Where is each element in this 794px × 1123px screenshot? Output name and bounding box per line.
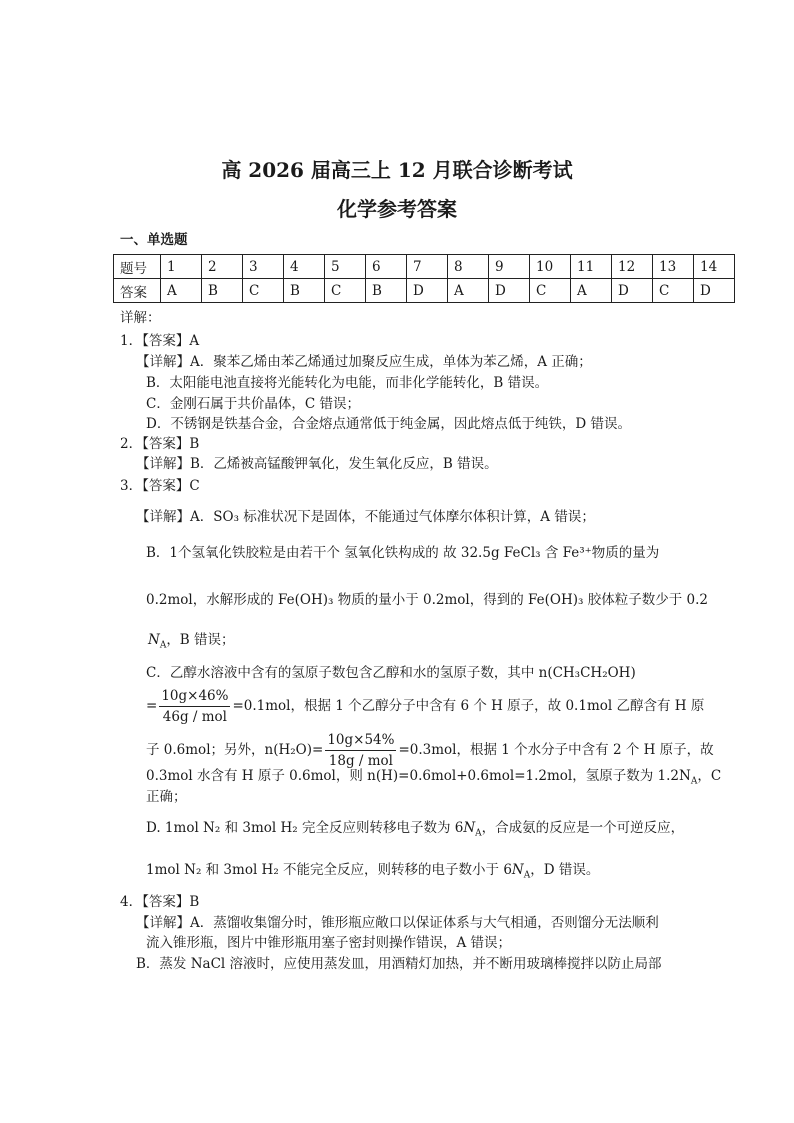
- numerator: 10g×46%: [159, 686, 230, 707]
- text: 标准状况下是固体，不能通过气体摩尔体积计算，A 错误；: [238, 509, 595, 525]
- denominator: 46g / mol: [162, 709, 227, 725]
- answer-cell: A: [571, 279, 612, 303]
- question-number-cell: 4: [284, 255, 325, 279]
- question-number-cell: 11: [571, 255, 612, 279]
- question-number-cell: 7: [407, 255, 448, 279]
- text: B．1个氢氧化铁胶粒是由若干个 氢氧化铁构成的 故 32.5g: [146, 545, 504, 561]
- explanation-line: [146, 819, 684, 843]
- question-number-cell: 14: [694, 255, 735, 279]
- explanation-line: [146, 591, 708, 609]
- question-number-cell: 2: [202, 255, 243, 279]
- question-number-cell: 1: [161, 255, 202, 279]
- document-subtitle: 化学参考答案: [337, 197, 457, 221]
- text: =0.1mol，根据 1 个乙醇分子中含有 6 个 H 原子，故 0.1mol 乙醇含有 H 原: [232, 698, 705, 714]
- explanation-line: = $\frac{10g\times 46\%}{\text{46g / mol}}$ =0.1mol，根据 1 个乙醇分子中含有 6 个 H 原子，故 0.1mol 乙醇含有 H 原: [146, 688, 705, 725]
- explanation-line: [146, 544, 659, 562]
- explanation-line: 【详解】B．乙烯被高锰酸钾氧化，发生氧化反应，B 错误。: [136, 456, 498, 472]
- subscript: A: [690, 776, 698, 787]
- formula: SO₃: [213, 509, 239, 525]
- text: 物质的量小于 0.2mol，得到的: [333, 592, 529, 608]
- answer-cell: C: [325, 279, 366, 303]
- answer-cell: D: [612, 279, 653, 303]
- text: D. 1mol N₂ 和 3mol H₂ 完全反应则转移电子数为 6: [146, 820, 464, 836]
- answer-cell: C: [530, 279, 571, 303]
- explanation-line: 正确；: [146, 789, 187, 805]
- question-number-cell: 3: [243, 255, 284, 279]
- detail-label: 详解：: [120, 310, 161, 326]
- explanation-line: C．金刚石属于共价晶体，C 错误；: [146, 396, 360, 412]
- answer-cell: C: [653, 279, 694, 303]
- explanation-line: D．不锈钢是铁基合金，合金熔点通常低于纯金属，因此熔点低于纯铁，D 错误。: [146, 416, 631, 432]
- avogadro-symbol: N: [511, 862, 524, 878]
- denominator: 18g / mol: [328, 753, 393, 769]
- explanation-line: B．蒸发 NaCl 溶液时，应使用蒸发皿，用酒精灯加热，并不断用玻璃棒搅拌以防止局部: [136, 956, 662, 972]
- question-number-cell: 9: [489, 255, 530, 279]
- answer-line: 4．【答案】B: [120, 894, 200, 910]
- explanation-line: [148, 631, 235, 655]
- explanation-line: [146, 861, 599, 885]
- fraction: [159, 686, 230, 727]
- explanation-line: 【详解】A．聚苯乙烯由苯乙烯通过加聚反应生成，单体为苯乙烯，A 正确；: [136, 354, 592, 370]
- explanation-line: [146, 730, 714, 771]
- answer-cell: D: [694, 279, 735, 303]
- table-row: [114, 279, 735, 303]
- answer-cell: B: [202, 279, 243, 303]
- question-number-cell: 13: [653, 255, 694, 279]
- document-title: 高 2026 届高三上 12 月联合诊断考试: [221, 158, 573, 182]
- text: 0.3mol 水含有 H 原子 0.6mol，则 n(H)=0.6mol+0.6mol=1.2mol，氢原子数为 1.2N: [146, 768, 691, 784]
- text: ，C: [697, 768, 722, 784]
- table-header: 答案: [114, 279, 161, 303]
- explanation-line: [136, 508, 595, 526]
- question-number-cell: 10: [530, 255, 571, 279]
- answer-cell: A: [161, 279, 202, 303]
- avogadro-symbol: N: [148, 632, 160, 648]
- section-heading: 一、单选题: [120, 232, 188, 248]
- explanation-line: 流入锥形瓶，图片中锥形瓶用塞子密封则操作错误，A 错误；: [146, 935, 512, 951]
- text: 【详解】A．: [136, 509, 214, 525]
- avogadro-symbol: N: [463, 820, 476, 836]
- text: =0.3mol，根据 1 个水分子中含有 2 个 H 原子，故: [398, 742, 714, 758]
- subscript: A: [475, 828, 482, 839]
- subscript: A: [159, 640, 167, 651]
- answer-cell: A: [448, 279, 489, 303]
- answer-cell: C: [243, 279, 284, 303]
- text: ，D 错误。: [530, 862, 600, 878]
- explanation-line: [146, 767, 721, 791]
- answer-line: 1．【答案】A: [120, 333, 200, 349]
- answer-cell: B: [284, 279, 325, 303]
- table-header: 题号: [114, 255, 161, 279]
- text: 胶体粒子数少于 0.2: [583, 592, 708, 608]
- fraction: [325, 730, 396, 771]
- answer-cell: D: [489, 279, 530, 303]
- formula: FeCl₃: [503, 545, 541, 561]
- question-number-cell: 5: [325, 255, 366, 279]
- question-number-cell: 6: [366, 255, 407, 279]
- text: ，B 错误；: [166, 632, 235, 648]
- text: ，合成氨的反应是一个可逆反应，: [481, 820, 685, 836]
- explanation-line: B．太阳能电池直接将光能转化为电能，而非化学能转化，B 错误。: [146, 375, 549, 391]
- text: 1mol N₂ 和 3mol H₂ 不能完全反应，则转移的电子数小于 6: [146, 862, 512, 878]
- explanation-line: 【详解】A．蒸馏收集馏分时，锥形瓶应敞口以保证体系与大气相通，否则馏分无法顺利: [136, 915, 659, 931]
- question-number-cell: 12: [612, 255, 653, 279]
- answer-cell: D: [407, 279, 448, 303]
- question-number-cell: 8: [448, 255, 489, 279]
- answer-line: 3．【答案】C: [120, 478, 200, 494]
- subscript: A: [523, 870, 531, 881]
- text: 含 Fe³⁺物质的量为: [540, 545, 660, 561]
- explanation-line: C．乙醇水溶液中含有的氢原子数包含乙醇和水的氢原子数，其中 n(CH₃CH₂OH): [146, 665, 636, 681]
- text: 0.2mol，水解形成的: [146, 592, 279, 608]
- answer-line: 2．【答案】B: [120, 436, 200, 452]
- formula: Fe(OH)₃: [528, 592, 584, 608]
- answer-cell: B: [366, 279, 407, 303]
- answer-table: [113, 254, 735, 303]
- numerator: 10g×54%: [325, 730, 396, 751]
- table-row: [114, 255, 735, 279]
- text: 子 0.6mol；另外，n(H₂O)=: [146, 742, 324, 758]
- formula: Fe(OH)₃: [278, 592, 334, 608]
